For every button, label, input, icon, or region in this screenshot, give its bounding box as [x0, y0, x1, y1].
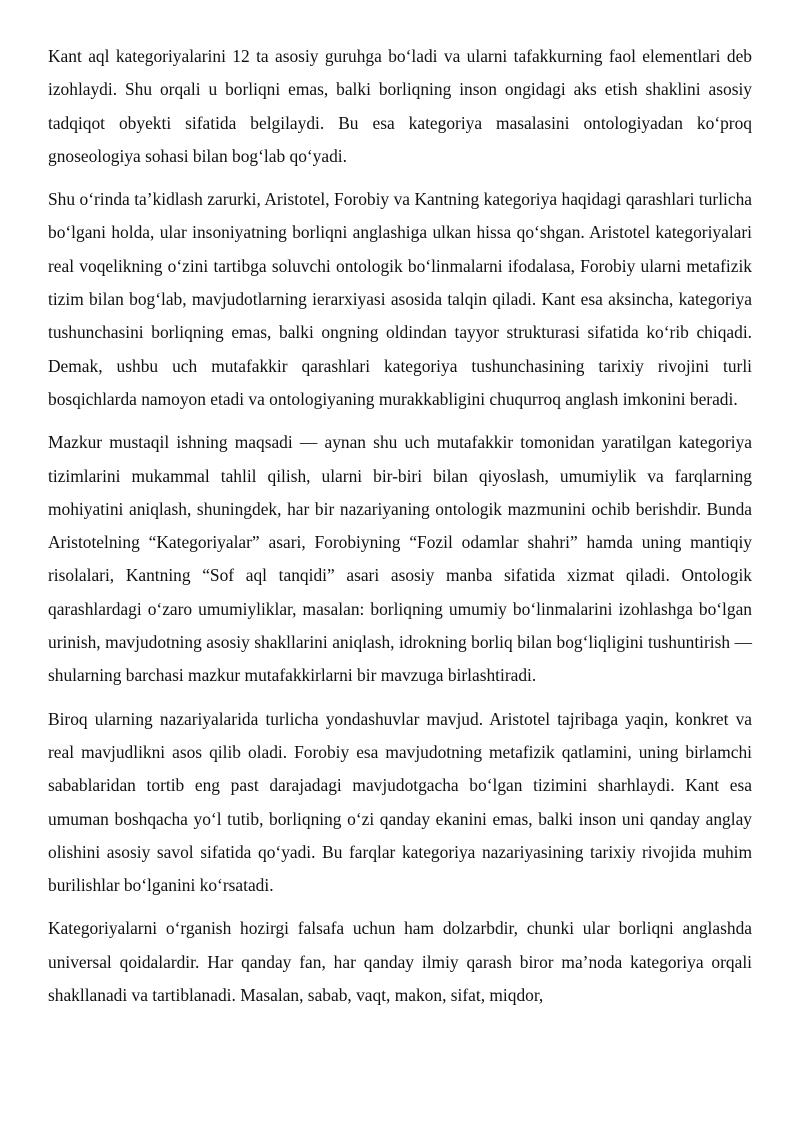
paragraph-comparison: Shu o‘rinda ta’kidlash zarurki, Aristotel, Forobiy va Kantning kategoriya haqidagi qarashlari turlicha bo‘lgani holda, ular insoniyatning borliqni anglashiga ulkan hissa qo‘shgan. Aristotel kategoriyalari real voqelikning o‘zini tartibga soluvchi ontologik bo‘linmalarni ifodalasa, Forobiy ularni metafizik tizim bilan bog‘lab, mavjudotlarning ierarxiyasi asosida talqin qiladi. Kant esa aksincha, kategoriya tushunchasini borliqning emas, balki ongning oldindan tayyor strukturasi sifatida ko‘rib chiqadi. Demak, ushbu uch mutafakkir qarashlari kategoriya tushunchasining tarixiy rivojini turli bosqichlarda namoyon etadi va ontologiyaning murakkabligini chuqurroq anglash imkonini beradi. [48, 189, 752, 409]
paragraph-differences: Biroq ularning nazariyalarida turlicha yondashuvlar mavjud. Aristotel tajribaga yaqin, konkret va real mavjudlikni asos qilib oladi. Forobiy esa mavjudotning metafizik qatlamini, uning birlamchi sabablaridan tortib eng past darajadagi mavjudotgacha bo‘lgan tizimini sharhlaydi. Kant esa umuman boshqacha yo‘l tutib, borliqning o‘zi qanday ekanini emas, balki inson uni qanday anglay olishini asosiy savol sifatida qo‘yadi. Bu farqlar kategoriya nazariyasining tarixiy rivojida muhim burilishlar bo‘lganini ko‘rsatadi. [48, 708, 752, 896]
paragraph-relevance: Kategoriyalarni o‘rganish hozirgi falsafa uchun ham dolzarbdir, chunki ular borliqni anglashda universal qoidalardir. Har qanday fan, har qanday ilmiy qarash biror ma’noda kategoriya orqali shakllanadi va tartiblanadi. Masalan, sabab, vaqt, makon, sifat, miqdor, [48, 918, 752, 1006]
document-page [48, 40, 752, 1022]
paragraph-goal: Mazkur mustaqil ishning maqsadi — aynan shu uch mutafakkir tomonidan yaratilgan kategoriya tizimlarini mukammal tahlil qilish, ularni bir-biri bilan qiyoslash, umumiylik va farqlarning mohiyatini aniqlash, shuningdek, har bir nazariyaning ontologik mazmunini ochib berishdir. Bunda Aristotelning “Kategoriyalar” asari, Forobiyning “Fozil odamlar shahri” hamda uning mantiqiy risolalari, Kantning “Sof aql tanqidi” asari asosiy manba sifatida xizmat qiladi. Ontologik qarashlardagi o‘zaro umumiyliklar, masalan: borliqning umumiy bo‘linmalarini izohlashga bo‘lgan urinish, mavjudotning asosiy shakllarini aniqlash, idrokning borliq bilan bog‘liqligini tushuntirish — shularning barchasi mazkur mutafakkirlarni bir mavzuga birlashtiradi. [48, 432, 752, 686]
paragraph-kant-categories: Kant aql kategoriyalarini 12 ta asosiy guruhga bo‘ladi va ularni tafakkurning faol elementlari deb izohlaydi. Shu orqali u borliqni emas, balki borliqning inson ongidagi aks etish shaklini asosiy tadqiqot obyekti sifatida belgilaydi. Bu esa kategoriya masalasini ontologiyadan ko‘proq gnoseologiya sohasi bilan bog‘lab qo‘yadi. [48, 46, 752, 166]
